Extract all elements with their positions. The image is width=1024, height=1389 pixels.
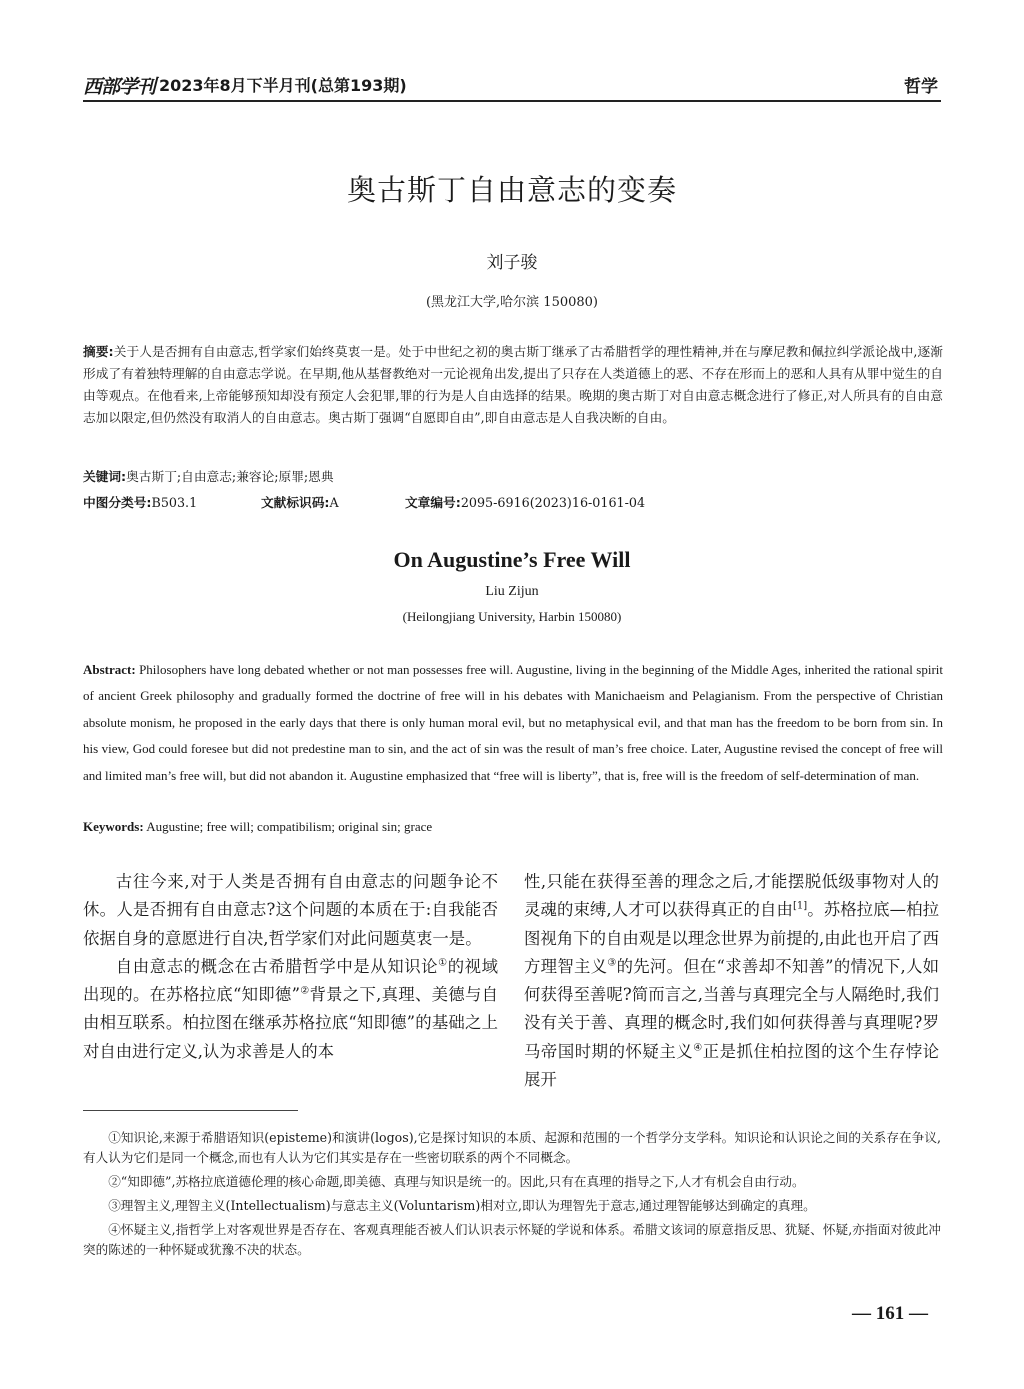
body-text: 的先河。但在“求善却不知善”的情况下,人如何获得至善呢?简而言之,当善与真理完全与人隔绝时,我们没有关于善、真理的概念时,我们如何获得善与真理呢?罗马帝国时期的怀疑主义 bbox=[524, 956, 940, 1061]
keywords-cn-text: 奥古斯丁;自由意志;兼容论;原罪;恩典 bbox=[126, 469, 334, 484]
footnote bbox=[83, 1128, 941, 1168]
footnote bbox=[83, 1172, 941, 1192]
running-header bbox=[83, 70, 941, 102]
body-text: 性,只能在获得至善的理念之后,才能摆脱低级事物对人的灵魂的束缚,人才可以获得真正的自由 bbox=[524, 872, 939, 920]
footnote-mark: ③ bbox=[108, 1198, 121, 1213]
citation-ref[interactable]: [1] bbox=[792, 900, 808, 912]
abstract-cn-text: 关于人是否拥有自由意志,哲学家们始终莫衷一是。处于中世纪之初的奥古斯丁继承了古希腊哲学的理性精神,并在与摩尼教和佩拉纠学派论战中,逐渐形成了有着独特理解的自由意志学说。在早期,他从基督教绝对一元论视角出发,提出了只存在人类道德上的恶、不存在形而上的恶和人具有从罪中觉生的自由等观点。在他看来,上帝能够预知却没有预定人会犯罪,罪的行为是人自由选择的结果。晚期的奥古斯丁对自由意志概念进行了修正,对人所具有的自由意志加以限定,但仍然没有取消人的自由意志。奥古斯丁强调“自愿即自由”,即自由意志是人自我决断的自由。 bbox=[83, 344, 943, 425]
abstract-en bbox=[83, 657, 943, 789]
footnote bbox=[83, 1196, 941, 1216]
classification-line bbox=[83, 492, 943, 514]
body-column-left bbox=[83, 868, 498, 1066]
footnote-ref[interactable]: ③ bbox=[607, 957, 617, 969]
clc-value: B503.1 bbox=[151, 495, 198, 510]
keywords-cn bbox=[83, 466, 943, 488]
article-title-en: On Augustine’s Free Will bbox=[393, 547, 631, 572]
footnote-text: 知识论,来源于希腊语知识(episteme)和演讲(logos),它是探讨知识的本质、起源和范围的一个哲学分支学科。知识论和认识论之间的关系存在争议,有人认为它们是同一个概念,而也有人认为它们其实是存在一些密切联系的两个不同概念。 bbox=[83, 1130, 942, 1165]
doc-code-label: 文献标识码: bbox=[261, 495, 330, 510]
footnote-text: “知即德”,苏格拉底道德伦理的核心命题,即美德、真理与知识是统一的。因此,只有在真理的指导之下,人才有机会自由行动。 bbox=[120, 1174, 805, 1189]
footnotes bbox=[83, 1128, 941, 1264]
body-paragraph bbox=[524, 868, 939, 1094]
footnote bbox=[83, 1220, 941, 1260]
footnote-divider bbox=[83, 1110, 298, 1111]
footnote-mark: ④ bbox=[108, 1222, 121, 1237]
keywords-en-label: Keywords: bbox=[83, 819, 144, 834]
article-number-item bbox=[405, 492, 645, 514]
journal-issue: 2023年8月下半月刊(总第193期) bbox=[159, 76, 407, 95]
clc-item bbox=[83, 492, 261, 514]
keywords-en bbox=[83, 814, 943, 840]
body-paragraph: 古往今来,对于人类是否拥有自由意志的问题争论不休。人是否拥有自由意志?这个问题的本质在于:自我能否依据自身的意愿进行自决,哲学家们对此问题莫衷一是。 bbox=[83, 872, 498, 948]
affiliation-cn: (黑龙江大学,哈尔滨 150080) bbox=[425, 295, 599, 310]
body-text: 。苏格拉底—柏拉图视角下的自由观是以理念世界为前提的,由此也开启了西方理智主义 bbox=[524, 900, 939, 976]
affiliation-en: (Heilongjiang University, Harbin 150080) bbox=[402, 609, 622, 624]
article-number-label: 文章编号: bbox=[405, 495, 461, 510]
body-text: 背景之下,真理、美德与自由相互联系。柏拉图在继承苏格拉底“知即德”的基础之上对自由进行定义,认为求善是人的本 bbox=[83, 985, 498, 1061]
abstract-en-label: Abstract: bbox=[83, 662, 136, 677]
keywords-cn-label: 关键词: bbox=[83, 469, 127, 484]
page-number: — 161 — bbox=[852, 1303, 928, 1324]
footnote-text: 怀疑主义,指哲学上对客观世界是否存在、客观真理能否被人们认识表示怀疑的学说和体系。希腊文该词的原意指反思、犹疑、怀疑,亦指面对彼此冲突的陈述的一种怀疑或犹豫不决的状态。 bbox=[83, 1222, 942, 1257]
article-number-value: 2095-6916(2023)16-0161-04 bbox=[460, 495, 646, 510]
footnote-ref[interactable]: ② bbox=[299, 985, 310, 997]
body-column-right bbox=[524, 868, 939, 1094]
article-title-cn: 奥古斯丁自由意志的变奏 bbox=[346, 173, 677, 207]
footnote-ref[interactable]: ① bbox=[438, 957, 448, 969]
author-en: Liu Zijun bbox=[485, 584, 539, 599]
doc-code-value: A bbox=[329, 495, 339, 510]
journal-logo: 西部学刊 bbox=[83, 76, 156, 98]
clc-label: 中图分类号: bbox=[83, 495, 152, 510]
doc-code-item bbox=[261, 492, 405, 514]
abstract-cn bbox=[83, 341, 943, 429]
footnote-mark: ② bbox=[108, 1174, 121, 1189]
body-text: 的视域出现的。在苏格拉底“知即德” bbox=[83, 956, 499, 1005]
author-cn: 刘子骏 bbox=[486, 253, 538, 273]
abstract-en-text: Philosophers have long debated whether or not man possesses free will. Augustine, living in the beginning of the Middle Ages, inherited the rational spirit of ancient Greek philosophy and gradually formed the doctrine of free will in his debates with Manichaeism and Pelagianism. From the perspective of Christian absolute monism, he proposed in the early days that there is only human moral evil, but no metaphysical evil, and that man has the freedom to be born from sin. In his view, God could foresee but did not predestine man to sin, and the act of sin was the result of man’s free choice. Later, Augustine revised the concept of free will and limited man’s free will, but did not abandon it. Augustine emphasized that “free will is liberty”, that is, free will is the freedom of self-determination of man. bbox=[83, 662, 943, 783]
abstract-cn-label: 摘要: bbox=[83, 344, 114, 359]
body-paragraph bbox=[83, 953, 498, 1066]
body-text: 正是抓住柏拉图的这个生存悖论展开 bbox=[524, 1041, 940, 1090]
keywords-en-text: Augustine; free will; compatibilism; original sin; grace bbox=[146, 819, 433, 834]
body-text: 自由意志的概念在古希腊哲学中是从知识论 bbox=[115, 956, 439, 976]
footnote-ref[interactable]: ④ bbox=[693, 1042, 703, 1054]
footnote-text: 理智主义,理智主义(Intellectualism)与意志主义(Voluntarism)相对立,即认为理智先于意志,通过理智能够达到确定的真理。 bbox=[120, 1198, 816, 1213]
section-label: 哲学 bbox=[904, 77, 938, 97]
footnote-mark: ① bbox=[108, 1130, 121, 1145]
